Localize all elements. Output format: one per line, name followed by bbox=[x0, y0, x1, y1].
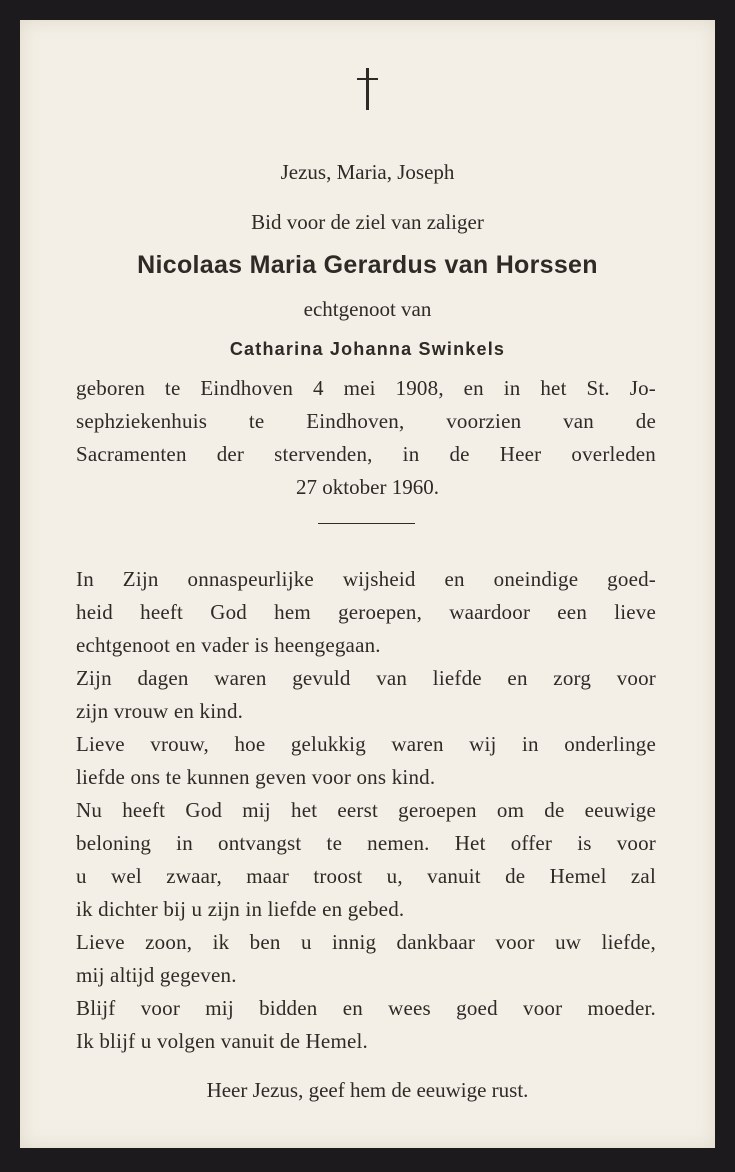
bio-line: Sacramenten der stervenden, in de Heer overleden bbox=[76, 442, 656, 466]
text-line: Zijn dagen waren gevuld van liefde en zorg voor bbox=[76, 666, 656, 690]
prayer-request: Bid voor de ziel van zaliger bbox=[251, 210, 484, 234]
bio-line: geboren te Eindhoven 4 mei 1908, en in het St. Jo- bbox=[76, 376, 656, 400]
text-line: heid heeft God hem geroepen, waardoor een lieve bbox=[76, 600, 656, 624]
text-line: u wel zwaar, maar troost u, vanuit de Hemel zal bbox=[76, 864, 656, 888]
spouse-name: Catharina Johanna Swinkels bbox=[229, 339, 506, 359]
closing-prayer: Heer Jezus, geef hem de eeuwige rust. bbox=[206, 1078, 529, 1102]
invocation: Jezus, Maria, Joseph bbox=[280, 160, 455, 184]
deceased-name: Nicolaas Maria Gerardus van Horssen bbox=[137, 251, 598, 279]
bio-line: 27 oktober 1960. bbox=[296, 475, 439, 499]
text-line: ik dichter bij u zijn in liefde en gebed. bbox=[76, 897, 405, 921]
text-line: echtgenoot en vader is heengegaan. bbox=[76, 633, 381, 657]
text-line: beloning in ontvangst te nemen. Het offer is voor bbox=[76, 831, 656, 855]
text-line: mij altijd gegeven. bbox=[76, 963, 237, 987]
text-line: Lieve zoon, ik ben u innig dankbaar voor uw liefde, bbox=[76, 930, 656, 954]
text-line: zijn vrouw en kind. bbox=[76, 699, 244, 723]
relation-text: echtgenoot van bbox=[303, 297, 432, 321]
text-line: Blijf voor mij bidden en wees goed voor moeder. bbox=[76, 996, 656, 1020]
cross-icon bbox=[366, 68, 369, 110]
text-line: Nu heeft God mij het eerst geroepen om de eeuwige bbox=[76, 798, 656, 822]
text-line: Lieve vrouw, hoe gelukkig waren wij in onderlinge bbox=[76, 732, 656, 756]
text-line: Ik blijf u volgen vanuit de Hemel. bbox=[76, 1029, 368, 1053]
divider bbox=[318, 523, 415, 524]
text-line: In Zijn onnaspeurlijke wijsheid en oneindige goed- bbox=[76, 567, 656, 591]
text-line: liefde ons te kunnen geven voor ons kind. bbox=[76, 765, 436, 789]
bio-line: sephziekenhuis te Eindhoven, voorzien van de bbox=[76, 409, 656, 433]
